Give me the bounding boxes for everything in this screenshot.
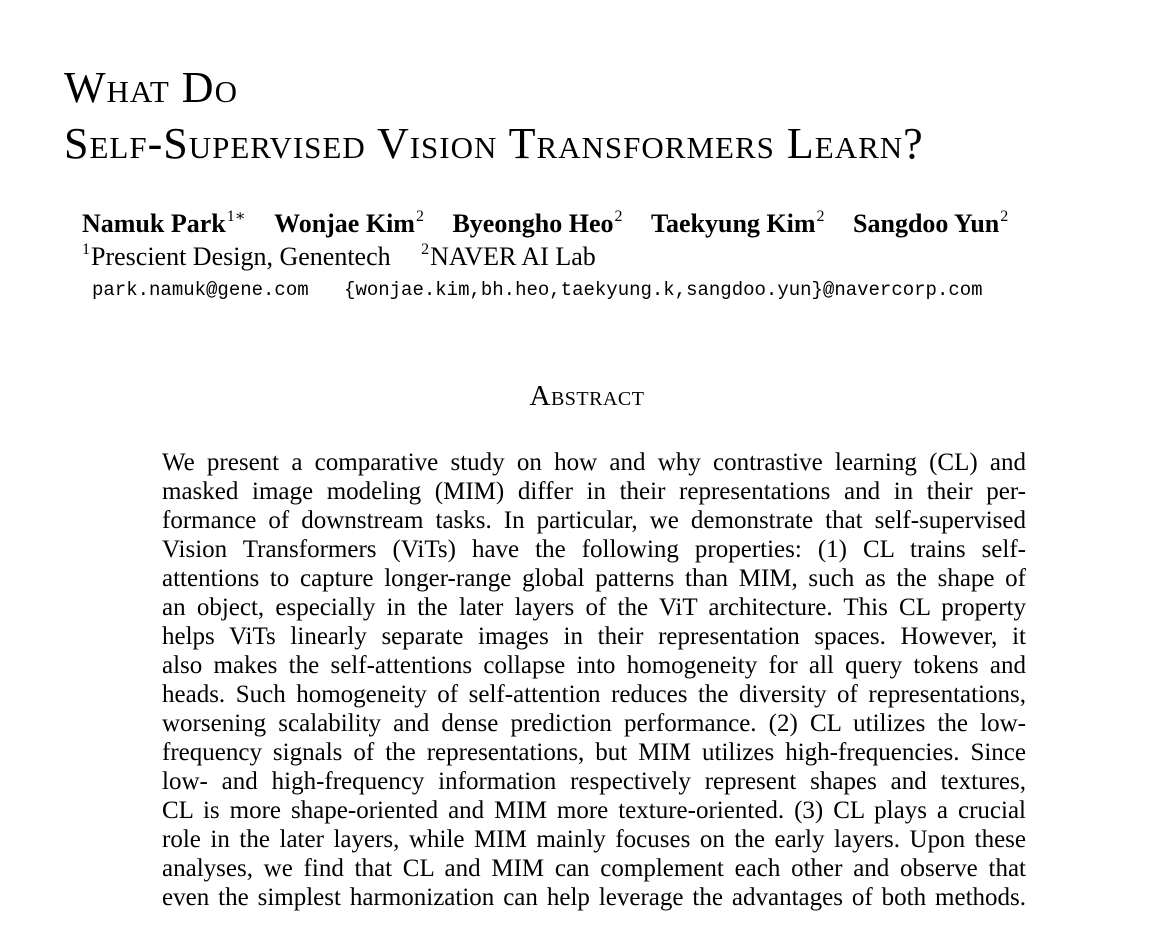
- affiliation-name: NAVER AI Lab: [430, 242, 596, 271]
- author-name: Sangdoo Yun: [853, 209, 1000, 238]
- author-name: Byeongho Heo: [452, 209, 614, 238]
- abstract-body: [162, 448, 1026, 912]
- abstract-line: masked image modeling (MIM) differ in their representations and in their per-: [162, 478, 1026, 505]
- author-taekyung-kim: [651, 206, 824, 246]
- abstract-heading: Abstract: [529, 380, 645, 412]
- affiliation-name: Prescient Design, Genentech: [91, 242, 391, 271]
- author-name: Namuk Park: [82, 209, 226, 238]
- affiliation-mark: 2: [421, 241, 430, 258]
- abstract-line: formance of downstream tasks. In particular, we demonstrate that self-supervised: [162, 507, 1026, 534]
- abstract-line: even the simplest harmonization can help leverage the advantages of both methods.: [162, 884, 1026, 911]
- abstract-line: analyses, we find that CL and MIM can complement each other and observe that: [162, 855, 1026, 882]
- abstract-line: CL is more shape-oriented and MIM more texture-oriented. (3) CL plays a crucial: [162, 797, 1026, 824]
- abstract-line: Vision Transformers (ViTs) have the following properties: (1) CL trains self-: [162, 536, 1026, 563]
- affiliation-mark: 1: [82, 241, 90, 258]
- author-affiliation-mark: 1∗: [226, 208, 246, 225]
- abstract-line: We present a comparative study on how and why contrastive learning (CL) and: [162, 449, 1026, 476]
- title-line-2: Self-Supervised Vision Transformers Learn?: [64, 119, 924, 168]
- affiliation-naver: [421, 240, 596, 278]
- abstract-line: heads. Such homogeneity of self-attention reduces the diversity of representations,: [162, 681, 1026, 708]
- author-affiliation-mark: 2: [1000, 208, 1009, 225]
- abstract-line: low- and high-frequency information respectively represent shapes and textures,: [162, 768, 1026, 795]
- abstract-line: also makes the self-attentions collapse into homogeneity for all query tokens and: [162, 652, 1026, 679]
- abstract-line: an object, especially in the later layers of the ViT architecture. This CL property: [162, 594, 1026, 621]
- title-line-1: What Do: [64, 63, 238, 112]
- email-list: [92, 276, 983, 304]
- abstract-line: worsening scalability and dense prediction performance. (2) CL utilizes the low-: [162, 710, 1026, 737]
- email-naver: {wonjae.kim,bh.heo,taekyung.k,sangdoo.yun}@navercorp.com: [344, 279, 983, 301]
- author-affiliation-mark: 2: [816, 208, 825, 225]
- author-name: Taekyung Kim: [651, 209, 816, 238]
- abstract-line: role in the later layers, while MIM mainly focuses on the early layers. Upon these: [162, 826, 1026, 853]
- abstract-line: attentions to capture longer-range global patterns than MIM, such as the shape of: [162, 565, 1026, 592]
- affiliation-list: [82, 240, 620, 278]
- author-name: Wonjae Kim: [274, 209, 415, 238]
- affiliation-genentech: [82, 240, 391, 278]
- abstract-line: helps ViTs linearly separate images in their representation spaces. However, it: [162, 623, 1026, 650]
- email-genentech: park.namuk@gene.com: [92, 279, 309, 301]
- author-affiliation-mark: 2: [415, 208, 424, 225]
- paper-title: [64, 60, 924, 172]
- author-affiliation-mark: 2: [614, 208, 623, 225]
- abstract-line: frequency signals of the representations, but MIM utilizes high-frequencies. Since: [162, 739, 1026, 766]
- author-sangdoo-yun: [853, 206, 1008, 246]
